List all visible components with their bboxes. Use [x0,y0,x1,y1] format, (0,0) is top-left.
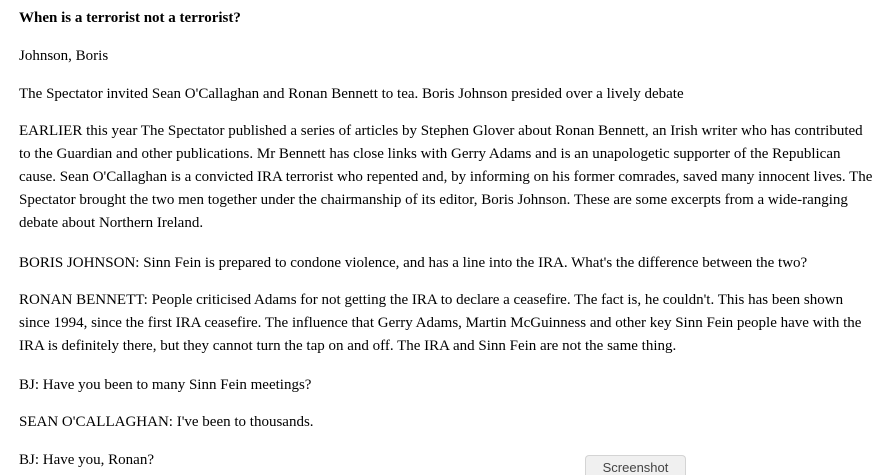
article-paragraph: EARLIER this year The Spectator published a series of articles by Stephen Glover about Ronan Bennett, an Irish writer who has contributed to the Guardian and other publications. Mr Bennett has close links with Gerry Adams and is an unapologetic supporter of the Republican cause. Sean O'Callaghan is a convicted IRA terrorist who repented and, by informing on his former comrades, saved many innocent lives. The Spectator brought the two men together under the chairmanship of its editor, Boris Johnson. These are some excerpts from a wide-ranging debate about Northern Ireland. [19,123,873,231]
article-author: Johnson, Boris [19,48,109,64]
article-paragraph: RONAN BENNETT: People criticised Adams for not getting the IRA to declare a ceasefire. The fact is, he couldn't. This has been shown since 1994, since the first IRA ceasefire. The influence that Gerry Adams, Martin McGuinness and other key Sinn Fein people have with the IRA is definitely there, but they cannot turn the tap on and off. The IRA and Sinn Fein are not the same thing. [19,292,862,354]
article-title: When is a terrorist not a terrorist? [19,10,241,26]
screenshot-button[interactable]: Screenshot [585,455,686,475]
article-standfirst: The Spectator invited Sean O'Callaghan and Ronan Bennett to tea. Boris Johnson presided over a lively debate [19,86,684,102]
article-paragraph: BJ: Have you been to many Sinn Fein meetings? [19,377,312,393]
article-paragraph: BORIS JOHNSON: Sinn Fein is prepared to condone violence, and has a line into the IRA. What's the difference between the two? [19,255,808,271]
article-paragraph: BJ: Have you, Ronan? [19,452,154,468]
article-paragraph: SEAN O'CALLAGHAN: I've been to thousands. [19,414,314,430]
